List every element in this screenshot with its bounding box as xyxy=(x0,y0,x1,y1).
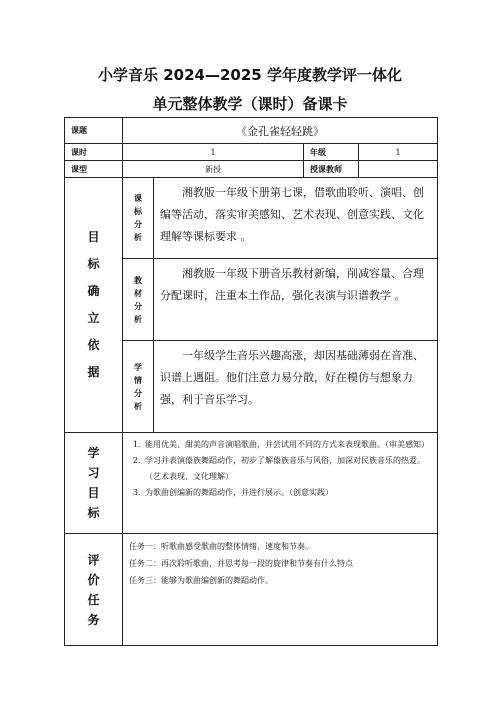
label-char: 课 xyxy=(134,194,142,203)
label-char: 情 xyxy=(134,375,142,385)
teacher-value xyxy=(359,161,438,178)
period-row xyxy=(65,144,438,161)
goals-list xyxy=(129,437,431,501)
task-item: 任务一：听歌曲感受歌曲的整体情绪、速度和节奏。 xyxy=(129,542,313,551)
label-char: 确 xyxy=(87,284,100,298)
standards-analysis-text: 湘教版一年级下册第七课，借歌曲聆听、演唱、创编等活动，落实审美感知、艺术表现、创意实践、文化理解等课标要求 。 xyxy=(154,178,438,259)
tasks-section-label xyxy=(65,534,123,646)
label-char: 依 xyxy=(87,338,100,352)
teacher-label: 授课教师 xyxy=(304,161,359,178)
topic-value: 《金孔雀轻轻跳》 xyxy=(123,118,438,144)
student-analysis-text: 一年级学生音乐兴趣高涨，却因基础薄弱在音准、识谱上遇阻。他们注意力易分散，好在模仿与想象力强，利于音乐学习。 xyxy=(154,341,438,433)
lesson-card-table xyxy=(64,117,438,646)
label-char: 任 xyxy=(87,592,100,607)
task-item: 任务三：能够为歌曲编创新的舞蹈动作。 xyxy=(129,576,273,585)
label-char: 分 xyxy=(134,388,142,398)
textbook-analysis-label xyxy=(123,259,154,341)
label-char: 析 xyxy=(134,401,142,411)
label-char: 标 xyxy=(134,207,142,216)
topic-label: 课题 xyxy=(65,118,123,144)
label-char: 标 xyxy=(87,506,100,520)
goal-item: 3. 为歌曲创编新的舞蹈动作，并进行展示。（创意实践） xyxy=(143,485,431,501)
label-char: 标 xyxy=(87,257,100,271)
label-char: 分 xyxy=(134,301,142,311)
task-item: 任务二：再次聆听歌曲，并思考每一段的旋律和节奏有什么特点 xyxy=(129,559,353,568)
standards-analysis-label xyxy=(123,178,154,259)
tasks-list-cell xyxy=(123,534,438,646)
type-row xyxy=(65,161,438,178)
label-char: 务 xyxy=(87,612,100,627)
basis-section-label xyxy=(65,178,123,433)
page-subtitle: 单元整体教学（课时）备课卡 xyxy=(152,95,348,113)
label-char: 评 xyxy=(87,552,100,567)
grade-value: 1 xyxy=(359,144,438,161)
label-char: 目 xyxy=(87,486,100,500)
page-title: 小学音乐 2024—2025 学年度教学评一体化 xyxy=(98,66,402,84)
label-char: 据 xyxy=(87,365,100,379)
label-char: 目 xyxy=(87,230,100,244)
label-char: 学 xyxy=(87,446,100,460)
label-char: 分 xyxy=(134,220,142,229)
label-char: 习 xyxy=(87,466,100,480)
goals-list-cell xyxy=(123,433,438,534)
type-value: 新授 xyxy=(123,161,304,178)
label-char: 析 xyxy=(134,314,142,324)
goal-item: 1. 能用优美、甜美的声音演唱歌曲，并尝试用不同的方式来表现歌曲。（审美感知） xyxy=(143,437,431,453)
label-char: 析 xyxy=(134,233,142,242)
tasks-row xyxy=(65,534,438,646)
type-label: 课型 xyxy=(65,161,123,178)
label-char: 价 xyxy=(87,572,100,587)
topic-row xyxy=(65,118,438,144)
period-value: 1 xyxy=(123,144,304,161)
textbook-analysis-text: 湘教版一年级下册音乐教材新编，削减容量、合理分配课时，注重本土作品，强化表演与识谱教学 。 xyxy=(154,259,438,341)
label-char: 立 xyxy=(87,311,100,325)
student-analysis-label xyxy=(123,341,154,433)
goals-section-label xyxy=(65,433,123,534)
label-char: 学 xyxy=(134,362,142,372)
label-char: 材 xyxy=(134,288,142,298)
grade-label: 年级 xyxy=(304,144,359,161)
goal-item: 2. 学习并表演傣族舞蹈动作，初步了解傣族音乐与风俗，加深对民族音乐的热爱。（艺术表现、文化理解） xyxy=(143,453,431,485)
period-label: 课时 xyxy=(65,144,123,161)
goals-row xyxy=(65,433,438,534)
basis-row-standards xyxy=(65,178,438,259)
label-char: 教 xyxy=(134,275,142,285)
